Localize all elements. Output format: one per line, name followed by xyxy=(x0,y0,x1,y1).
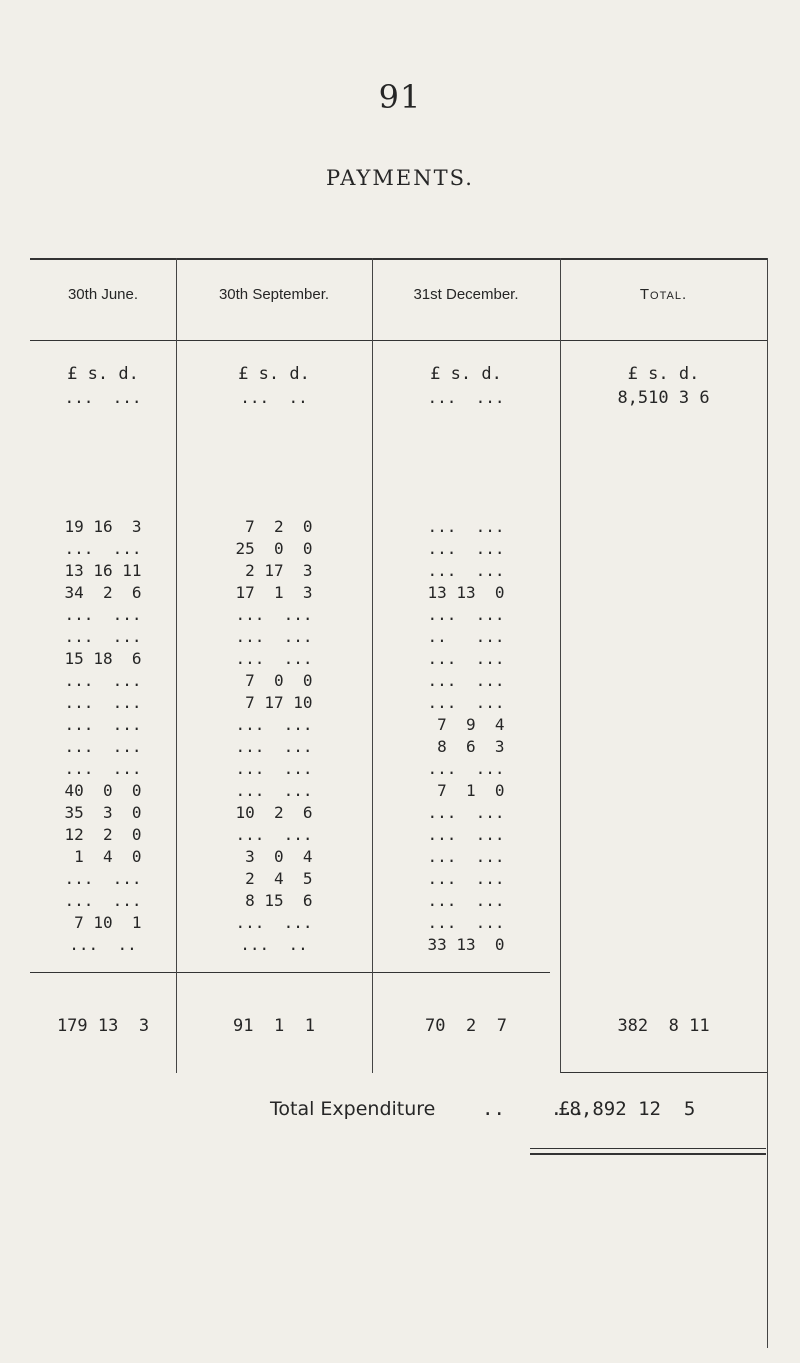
total-expenditure-label: Total Expenditure xyxy=(270,1098,436,1120)
table-cell: 7 1 0 xyxy=(427,781,505,800)
table-cell: ... ... xyxy=(427,891,505,910)
table-cell: ... ... xyxy=(427,649,505,668)
table-cell: ... .. xyxy=(69,935,137,954)
table-cell: 7 2 0 xyxy=(235,517,313,536)
table-cell: 8 6 3 xyxy=(427,737,505,756)
table-cell: ... ... xyxy=(235,605,313,624)
page-title: PAYMENTS. xyxy=(326,166,474,190)
total-all: 382 8 11 xyxy=(617,1016,710,1036)
unit-header-december: £ s. d. xyxy=(430,364,502,384)
table-cell: 7 0 0 xyxy=(235,671,313,690)
table-cell: ... .. xyxy=(240,935,308,954)
table-cell: 33 13 0 xyxy=(427,935,505,954)
table-cell: 13 13 0 xyxy=(427,583,505,602)
table-cell: ... ... xyxy=(64,671,142,690)
table-cell: ... ... xyxy=(64,693,142,712)
table-cell: 15 18 6 xyxy=(64,649,142,668)
table-cell: 12 2 0 xyxy=(64,825,142,844)
table-cell: 7 17 10 xyxy=(235,693,313,712)
table-cell: ... ... xyxy=(427,388,505,407)
table-cell: ... ... xyxy=(427,759,505,778)
unit-header-june: £ s. d. xyxy=(67,364,139,384)
unit-header-september: £ s. d. xyxy=(238,364,310,384)
table-cell: 7 10 1 xyxy=(64,913,142,932)
table-cell: ... ... xyxy=(235,825,313,844)
table-cell: ... ... xyxy=(64,605,142,624)
table-cell: ... ... xyxy=(235,715,313,734)
table-cell: ... ... xyxy=(427,869,505,888)
header-bottom-rule xyxy=(30,340,768,341)
table-cell: ... ... xyxy=(64,715,142,734)
expenditure-double-rule-bottom xyxy=(530,1153,766,1155)
table-cell: ... ... xyxy=(235,759,313,778)
table-cell: 40 0 0 xyxy=(64,781,142,800)
table-cell: ... ... xyxy=(427,539,505,558)
table-cell: ... ... xyxy=(427,517,505,536)
table-cell: ... ... xyxy=(427,913,505,932)
table-cell: ... ... xyxy=(235,737,313,756)
table-cell: ... ... xyxy=(64,759,142,778)
unit-header-total: £ s. d. xyxy=(627,364,700,384)
table-cell: 35 3 0 xyxy=(64,803,142,822)
table-cell: ... ... xyxy=(427,693,505,712)
table-cell: ... ... xyxy=(427,825,505,844)
total-column-rule xyxy=(560,1072,768,1073)
table-cell: 8 15 6 xyxy=(235,891,313,910)
table-cell: ... ... xyxy=(427,605,505,624)
subtotal-rule xyxy=(30,972,550,973)
total-expenditure-value: £8,892 12 5 xyxy=(558,1098,696,1120)
table-cell: 2 4 5 xyxy=(235,869,313,888)
total-june: 179 13 3 xyxy=(56,1016,150,1036)
table-cell: ... ... xyxy=(427,847,505,866)
table-cell: ... ... xyxy=(427,561,505,580)
total-opening-balance: 8,510 3 6 xyxy=(617,388,710,408)
table-cell: 3 0 4 xyxy=(235,847,313,866)
table-cell: 19 16 3 xyxy=(64,517,142,536)
column-header-total: Total. xyxy=(639,286,688,303)
table-cell: 17 1 3 xyxy=(235,583,313,602)
page-number: 91 xyxy=(378,78,422,116)
table-cell: ... ... xyxy=(235,913,313,932)
total-expenditure-leader: .. ... xyxy=(482,1098,585,1120)
table-cell: ... ... xyxy=(64,737,142,756)
table-top-rule xyxy=(30,258,768,260)
table-cell: .. ... xyxy=(427,627,505,646)
table-cell: ... ... xyxy=(427,671,505,690)
table-cell: 34 2 6 xyxy=(64,583,142,602)
table-cell: 13 16 11 xyxy=(64,561,142,580)
total-december: 70 2 7 xyxy=(425,1016,507,1036)
table-cell: ... ... xyxy=(64,869,142,888)
table-cell: ... ... xyxy=(64,891,142,910)
table-cell: ... ... xyxy=(235,649,313,668)
table-cell: ... ... xyxy=(235,627,313,646)
table-cell: 2 17 3 xyxy=(235,561,313,580)
expenditure-double-rule-top xyxy=(530,1148,766,1149)
table-cell: 7 9 4 xyxy=(427,715,505,734)
table-cell: ... ... xyxy=(427,803,505,822)
table-cell: 10 2 6 xyxy=(235,803,313,822)
column-header-december: 31st December. xyxy=(413,286,519,303)
table-cell: 25 0 0 xyxy=(235,539,313,558)
column-header-september: 30th September. xyxy=(218,286,330,303)
table-right-border xyxy=(767,258,768,1348)
table-cell: ... ... xyxy=(64,388,142,407)
table-cell: 1 4 0 xyxy=(64,847,142,866)
table-cell: ... ... xyxy=(64,627,142,646)
total-september: 91 1 1 xyxy=(233,1016,315,1036)
table-cell: ... .. xyxy=(240,388,308,407)
table-cell: ... ... xyxy=(64,539,142,558)
table-cell: ... ... xyxy=(235,781,313,800)
column-header-june: 30th June. xyxy=(67,286,139,303)
